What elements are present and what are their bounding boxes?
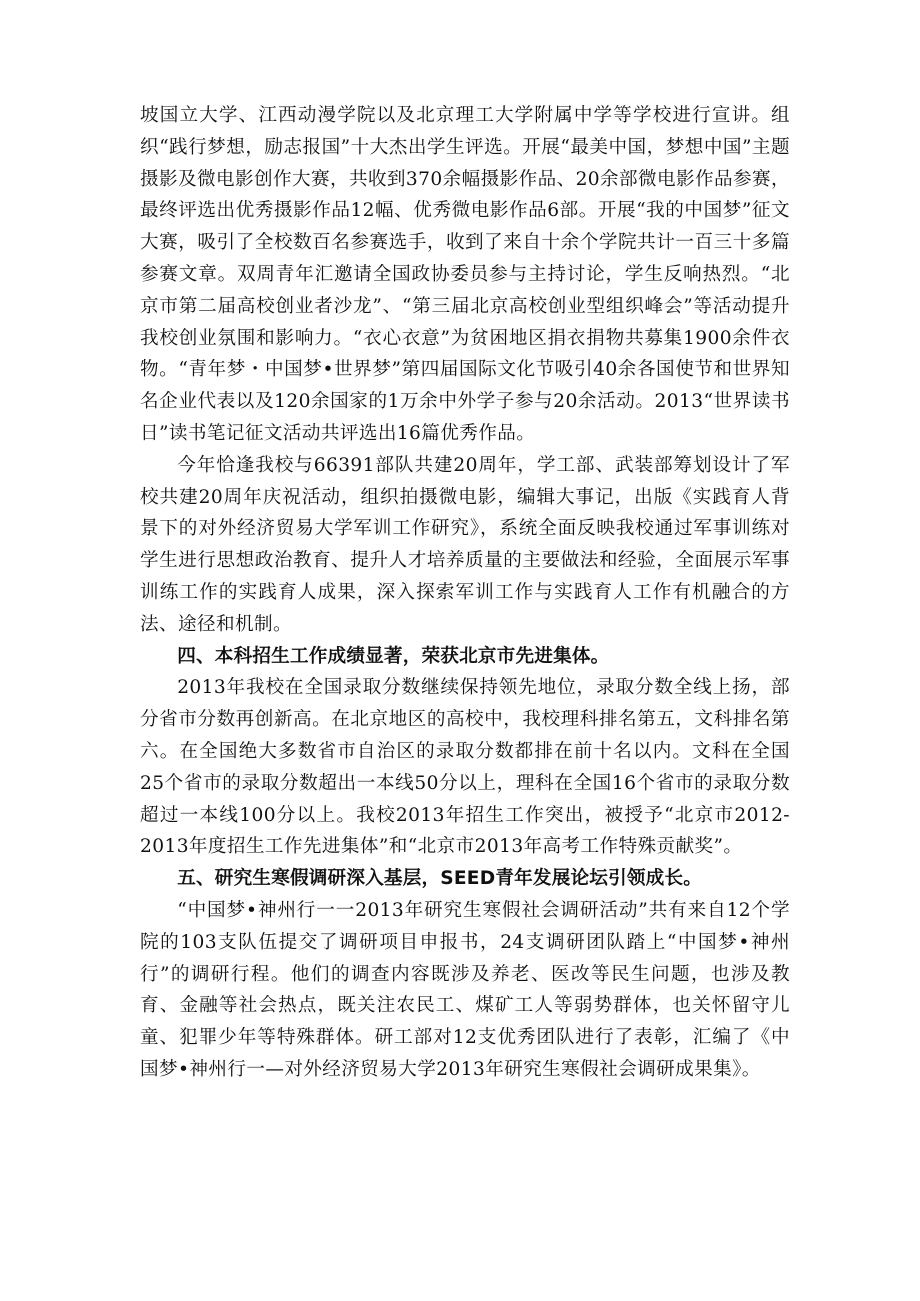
section-heading-graduate-research: 五、研究生寒假调研深入基层，SEED青年发展论坛引领成长。 xyxy=(177,868,703,890)
document-page xyxy=(140,100,790,1086)
paragraph-campus-activities: 坡国立大学、江西动漫学院以及北京理工大学附属中学等学校进行宣讲。组织“践行梦想，励志报国”十大杰出学生评选。开展“最美中国，梦想中国”主题摄影及微电影创作大赛，共收到370余幅摄影作品、20余部微电影作品参赛，最终评选出优秀摄影作品12幅、优秀微电影作品6部。开展“我的中国梦”征文大赛，吸引了全校数百名参赛选手，收到了来自十余个学院共计一百三十多篇参赛文章。双周青年汇邀请全国政协委员参与主持讨论，学生反响热烈。“北京市第二届高校创业者沙龙”、“第三届北京高校创业型组织峰会”等活动提升我校创业氛围和影响力。“衣心衣意”为贫困地区捐衣捐物共募集1900余件衣物。“青年梦・中国梦•世界梦”第四届国际文化节吸引40余各国使节和世界知名企业代表以及120余国家的1万余中外学子参与20余活动。2013“世界读书日”读书笔记征文活动共评选出16篇优秀作品。 xyxy=(140,105,790,444)
paragraph-military-training: 今年恰逢我校与66391部队共建20周年，学工部、武装部筹划设计了军校共建20周年庆祝活动，组织拍摄微电影，编辑大事记，出版《实践育人背景下的对外经济贸易大学军训工作研究》，系统全面反映我校通过军事训练对学生进行思想政治教育、提升人才培养质量的主要做法和经验，全面展示军事训练工作的实践育人成果，深入探索军训工作与实践育人工作有机融合的方法、途径和机制。 xyxy=(140,454,790,635)
section-heading-admissions: 四、本科招生工作成绩显著，荣获北京市先进集体。 xyxy=(177,645,610,667)
paragraph-graduate-research: “中国梦•神州行一一2013年研究生寒假社会调研活动”共有来自12个学院的103支队伍提交了调研项目申报书，24支调研团队踏上“中国梦•神州行”的调研行程。他们的调查内容既涉及养老、医改等民生问题，也涉及教育、金融等社会热点，既关注农民工、煤矿工人等弱势群体，也关怀留守儿童、犯罪少年等特殊群体。研工部对12支优秀团队进行了表彰，汇编了《中国梦•神州行一—对外经济贸易大学2013年研究生寒假社会调研成果集》。 xyxy=(140,899,790,1080)
paragraph-admissions: 2013年我校在全国录取分数继续保持领先地位，录取分数全线上扬，部分省市分数再创新高。在北京地区的高校中，我校理科排名第五，文科排名第六。在全国绝大多数省市自治区的录取分数都排在前十名以内。文科在全国25个省市的录取分数超出一本线50分以上，理科在全国16个省市的录取分数超过一本线100分以上。我校2013年招生工作突出，被授予“北京市2012-2013年度招生工作先进集体”和“北京市2013年高考工作特殊贡献奖”。 xyxy=(140,677,790,858)
